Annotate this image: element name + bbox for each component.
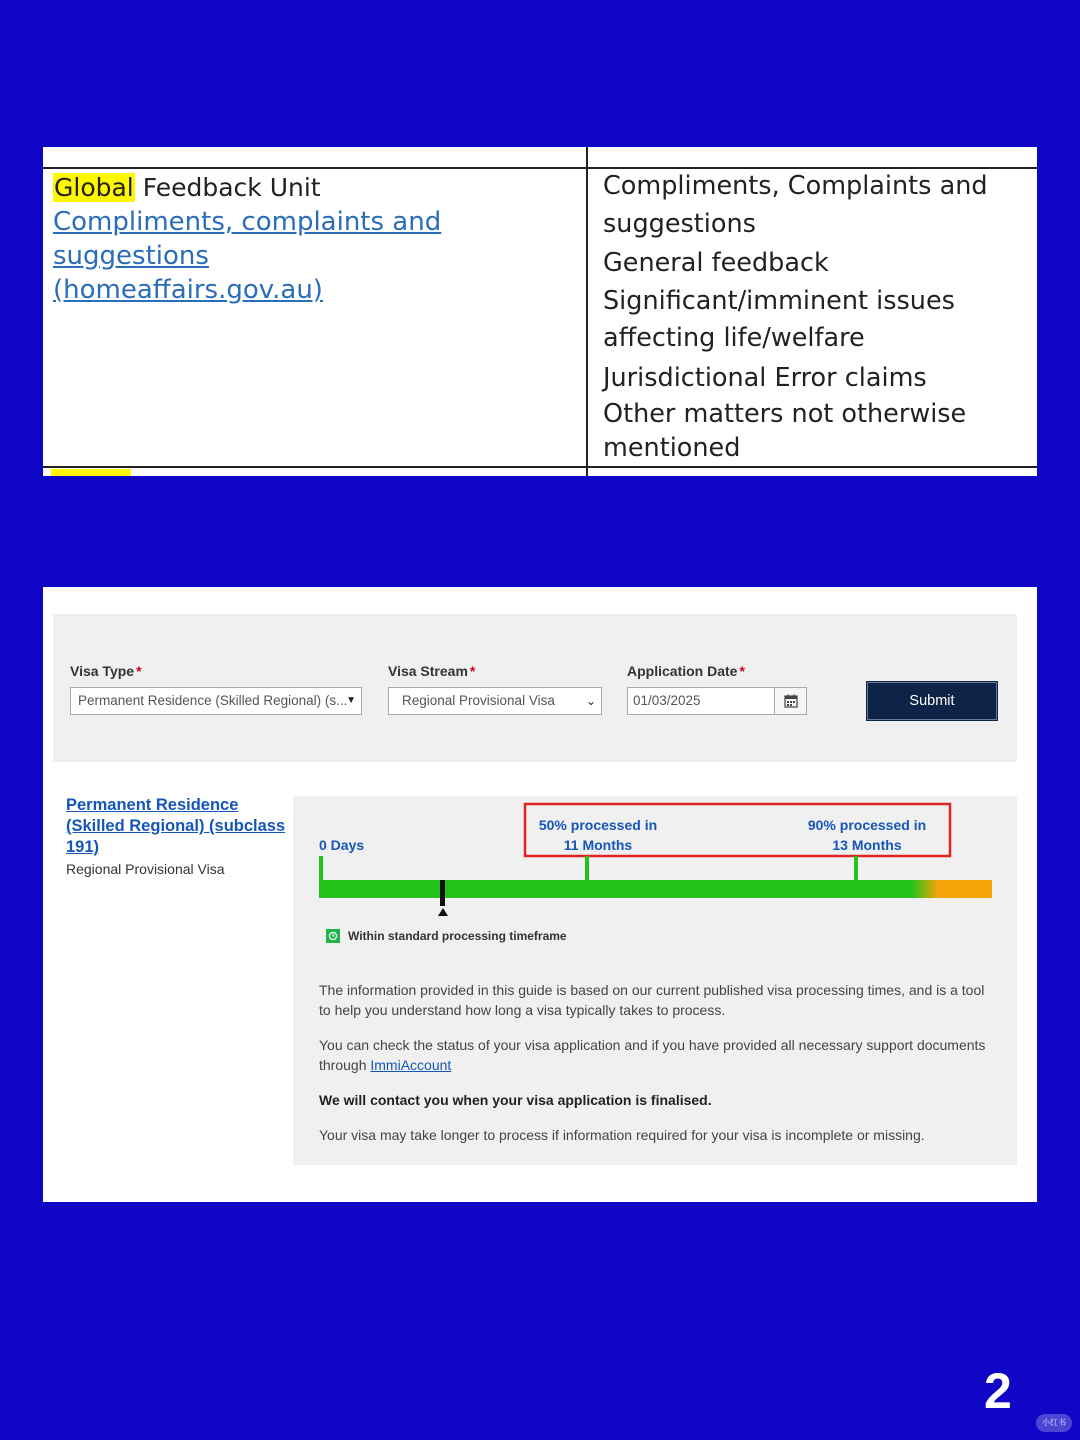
info-text: You can check the status of your visa application and if you have provided all necessary support documents through [319, 1037, 986, 1073]
clock-check-icon [326, 929, 340, 943]
feedback-unit-cell [53, 171, 578, 307]
contact-notice: We will contact you when your visa application is finalised. [319, 1092, 712, 1108]
topic-line: Compliments, Complaints and [603, 171, 988, 201]
processing-result-panel [293, 796, 1017, 1165]
immiaccount-link[interactable]: ImmiAccount [370, 1057, 452, 1073]
status-indicator [326, 929, 567, 943]
calendar-icon[interactable] [774, 688, 806, 714]
page-number: 2 [984, 1363, 1012, 1419]
topic-line: Jurisdictional Error claims [603, 363, 927, 393]
visa-stream-label: Visa Stream * [388, 663, 476, 679]
topic-line: Significant/imminent issues [603, 286, 955, 316]
visa-result-heading [66, 795, 291, 877]
highlighted-word: Global [54, 173, 134, 202]
visa-form [53, 614, 1017, 762]
visa-stream-value: Regional Provisional Visa [402, 693, 555, 708]
application-date-label: Application Date * [627, 663, 745, 679]
table-column-divider [586, 147, 588, 476]
info-paragraph [319, 1035, 999, 1075]
topic-line: mentioned [603, 433, 741, 463]
topic-line: affecting life/welfare [603, 323, 865, 353]
table-bottom-border [43, 466, 1037, 468]
application-date-field[interactable] [627, 687, 807, 715]
visa-stream-select[interactable] [388, 687, 602, 715]
processing-info [319, 980, 999, 1160]
processing-time-tool [43, 587, 1037, 1202]
marker-arrow-icon [438, 908, 448, 916]
p90-tick [854, 856, 858, 882]
topic-line: suggestions [603, 209, 756, 239]
info-paragraph: Your visa may take longer to process if information required for your visa is incomplete or missing. [319, 1127, 925, 1143]
visa-type-select[interactable] [70, 687, 362, 715]
topic-line: General feedback [603, 248, 829, 278]
visa-title-link[interactable]: Permanent Residence (Skilled Regional) (subclass 191) [66, 796, 286, 856]
p90-value: 13 Months [832, 837, 902, 853]
info-paragraph: The information provided in this guide is based on our current published visa processing times, and is a tool to help you understand how long a visa typically takes to process. [319, 982, 985, 1018]
current-position-marker [440, 880, 445, 906]
application-date-value: 01/03/2025 [633, 693, 701, 708]
visa-type-label: Visa Type * [70, 663, 142, 679]
visa-type-value: Permanent Residence (Skilled Regional) (s... [78, 693, 348, 708]
submit-button[interactable]: Submit [866, 681, 998, 721]
chevron-down-icon: ⌄ [585, 694, 596, 708]
p90-label: 90% processed in [807, 817, 927, 833]
feedback-link-line2[interactable]: (homeaffairs.gov.au) [53, 275, 323, 305]
table-top-border [43, 167, 1037, 169]
feedback-table [43, 147, 1037, 476]
p50-label: 50% processed in [538, 817, 658, 833]
visa-stream-caption: Regional Provisional Visa [66, 861, 225, 877]
start-tick [319, 856, 323, 882]
feedback-link-line1[interactable]: Compliments, complaints and suggestions [53, 207, 442, 271]
start-label: 0 Days [319, 837, 365, 853]
highlight-fragment [51, 469, 131, 476]
caret-down-icon: ▼ [346, 695, 356, 706]
feedback-unit-title: Feedback Unit [134, 173, 321, 202]
p50-tick [585, 856, 589, 882]
status-text: Within standard processing timeframe [348, 929, 567, 943]
timeline-bar [319, 880, 992, 898]
topic-line: Other matters not otherwise [603, 399, 967, 429]
p50-value: 11 Months [563, 837, 633, 853]
watermark: 小红书 [1036, 1414, 1072, 1432]
